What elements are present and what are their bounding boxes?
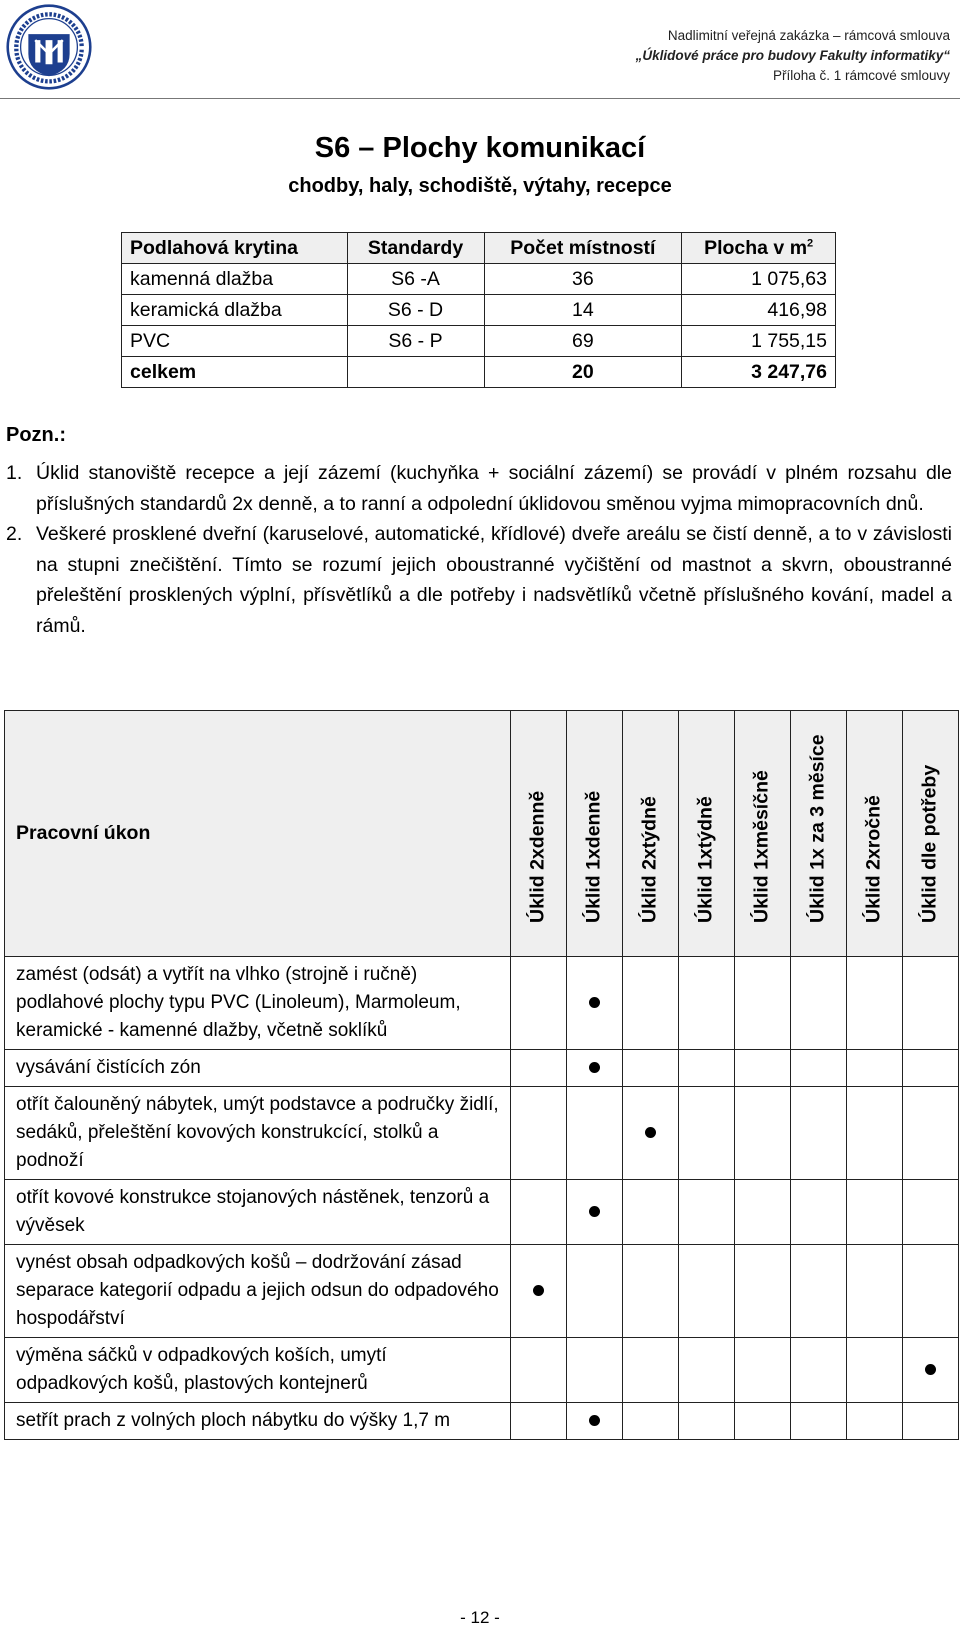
frequency-label: Úklid 2xročně	[862, 795, 885, 923]
task-description: otřít čalouněný nábytek, umýt podstavce a područky židlí, sedáků, přeleštění kovových konstrukcící, stolků a podnoží	[5, 1087, 511, 1180]
bullet-mark	[533, 1285, 544, 1296]
bullet-mark	[645, 1127, 656, 1138]
floor-area-table	[121, 232, 836, 388]
frequency-cell	[510, 957, 566, 1050]
university-seal-logo	[6, 4, 92, 90]
frequency-cell	[510, 1050, 566, 1087]
frequency-cell	[622, 1245, 678, 1338]
frequency-cell	[902, 1338, 958, 1403]
tasks-header-row	[5, 711, 959, 957]
header-divider	[0, 98, 960, 99]
frequency-cell	[622, 957, 678, 1050]
frequency-cell	[846, 1245, 902, 1338]
frequency-cell	[678, 1403, 734, 1440]
frequency-cell	[678, 1338, 734, 1403]
frequency-cell	[678, 1087, 734, 1180]
note-text: Úklid stanoviště recepce a její zázemí (kuchyňka + sociální zázemí) se provádí v plném rozsahu dle příslušných standardů 2x denně, a to ranní a odpolední úklidovou směnou vyjma mimopracovních dnů.	[36, 462, 952, 515]
frequency-label: Úklid 2xtýdně	[638, 796, 661, 923]
area-cell-room-count: 14	[484, 295, 682, 326]
frequency-cell	[846, 1403, 902, 1440]
area-cell-room-count: 69	[484, 326, 682, 357]
frequency-label: Úklid 1x za 3 měsíce	[806, 734, 829, 923]
area-cell-standard: S6 - P	[347, 326, 484, 357]
frequency-label: Úklid 1xdenně	[582, 790, 605, 923]
col-floor-covering: Podlahová krytina	[122, 233, 348, 264]
bullet-mark	[925, 1364, 936, 1375]
frequency-cell	[622, 1338, 678, 1403]
frequency-cell	[566, 1403, 622, 1440]
col-standards: Standardy	[347, 233, 484, 264]
task-row	[5, 1245, 959, 1338]
task-description: otřít kovové konstrukce stojanových nástěnek, tenzorů a vývěsek	[5, 1180, 511, 1245]
note-number: 1.	[6, 462, 23, 484]
frequency-cell	[566, 1245, 622, 1338]
page-subtitle: chodby, haly, schodiště, výtahy, recepce	[288, 175, 672, 197]
task-description: setřít prach z volných ploch nábytku do výšky 1,7 m	[5, 1403, 511, 1440]
frequency-cell	[734, 1087, 790, 1180]
frequency-cell	[566, 1180, 622, 1245]
frequency-cell	[566, 1050, 622, 1087]
notes-label: Pozn.:	[6, 424, 66, 446]
frequency-cell	[902, 1403, 958, 1440]
col-frequency	[622, 711, 678, 957]
area-row	[122, 295, 836, 326]
frequency-cell	[622, 1180, 678, 1245]
frequency-cell	[902, 1050, 958, 1087]
frequency-cell	[566, 1338, 622, 1403]
task-row	[5, 957, 959, 1050]
total-cell-standard	[347, 357, 484, 388]
col-room-count: Počet místností	[484, 233, 682, 264]
task-description: zamést (odsát) a vytřít na vlhko (strojně i ručně) podlahové plochy typu PVC (Linoleum), Marmoleum, keramické - kamenné dlažby, včetně soklíků	[5, 957, 511, 1050]
col-area-label: Plocha v m	[704, 237, 808, 259]
area-cell-floor-covering: keramická dlažba	[122, 295, 348, 326]
area-cell-area: 1 755,15	[682, 326, 836, 357]
area-cell-floor-covering: kamenná dlažba	[122, 264, 348, 295]
col-frequency	[790, 711, 846, 957]
task-row	[5, 1087, 959, 1180]
task-row	[5, 1338, 959, 1403]
frequency-label: Úklid dle potřeby	[918, 764, 941, 923]
col-frequency	[510, 711, 566, 957]
col-area	[682, 233, 836, 264]
col-frequency	[678, 711, 734, 957]
task-description: vysávání čistících zón	[5, 1050, 511, 1087]
area-cell-area: 1 075,63	[682, 264, 836, 295]
col-frequency	[846, 711, 902, 957]
frequency-cell	[734, 1338, 790, 1403]
frequency-cell	[790, 1087, 846, 1180]
notes-list	[6, 458, 952, 641]
col-work-task: Pracovní úkon	[5, 711, 511, 957]
document-header	[636, 26, 950, 86]
total-cell-floor-covering: celkem	[122, 357, 348, 388]
area-cell-standard: S6 -A	[347, 264, 484, 295]
task-row	[5, 1403, 959, 1440]
col-area-sup: 2	[807, 237, 814, 250]
frequency-cell	[790, 1403, 846, 1440]
col-frequency	[566, 711, 622, 957]
area-cell-standard: S6 - D	[347, 295, 484, 326]
frequency-cell	[734, 1403, 790, 1440]
frequency-cell	[622, 1403, 678, 1440]
frequency-cell	[902, 1180, 958, 1245]
bullet-mark	[589, 1206, 600, 1217]
note-item	[6, 519, 952, 641]
frequency-cell	[846, 1180, 902, 1245]
frequency-cell	[902, 1245, 958, 1338]
frequency-cell	[846, 1087, 902, 1180]
header-annex: Příloha č. 1 rámcové smlouvy	[772, 68, 950, 83]
frequency-label: Úklid 1xtýdně	[694, 796, 717, 923]
page-number: - 12 -	[460, 1608, 500, 1627]
frequency-cell	[622, 1050, 678, 1087]
frequency-cell	[902, 1087, 958, 1180]
frequency-label: Úklid 1xměsíčně	[750, 770, 773, 923]
col-frequency	[902, 711, 958, 957]
task-row	[5, 1050, 959, 1087]
area-cell-area: 416,98	[682, 295, 836, 326]
note-text: Veškeré prosklené dveřní (karuselové, automatické, křídlové) dveře areálu se čistí denně, a to v závislosti na stupni znečištění. Tímto se rozumí jejich oboustranné vyčištění od mastnot a skvrn, oboustranné přeleštění prosklených výplní, přísvětlíků a dle potřeby i nadsvětlíků včetně příslušného kování, madel a rámů.	[36, 523, 952, 637]
frequency-cell	[678, 1050, 734, 1087]
frequency-cell	[846, 957, 902, 1050]
frequency-cell	[510, 1087, 566, 1180]
frequency-label: Úklid 2xdenně	[526, 790, 549, 923]
header-contract-name: „Úklidové práce pro budovy Fakulty informatiky“	[635, 48, 950, 63]
col-frequency	[734, 711, 790, 957]
task-description: výměna sáčků v odpadkových koších, umytí odpadkových košů, plastových kontejnerů	[5, 1338, 511, 1403]
total-cell-room-count: 20	[484, 357, 682, 388]
task-row	[5, 1180, 959, 1245]
frequency-cell	[734, 1245, 790, 1338]
frequency-cell	[846, 1338, 902, 1403]
frequency-cell	[790, 1338, 846, 1403]
cleaning-tasks-table	[4, 710, 959, 1440]
frequency-cell	[678, 1245, 734, 1338]
area-total-row	[122, 357, 836, 388]
frequency-cell	[566, 1087, 622, 1180]
frequency-cell	[622, 1087, 678, 1180]
bullet-mark	[589, 1415, 600, 1426]
frequency-cell	[734, 1050, 790, 1087]
frequency-cell	[510, 1180, 566, 1245]
frequency-cell	[902, 957, 958, 1050]
total-cell-area: 3 247,76	[682, 357, 836, 388]
page-title: S6 – Plochy komunikací	[314, 132, 646, 164]
frequency-cell	[678, 957, 734, 1050]
bullet-mark	[589, 1062, 600, 1073]
frequency-cell	[678, 1180, 734, 1245]
task-description: vynést obsah odpadkových košů – dodržování zásad separace kategorií odpadu a jejich odsun do odpadového hospodářství	[5, 1245, 511, 1338]
note-number: 2.	[6, 523, 23, 545]
area-row	[122, 326, 836, 357]
frequency-cell	[790, 1245, 846, 1338]
frequency-cell	[790, 1050, 846, 1087]
frequency-cell	[734, 957, 790, 1050]
frequency-cell	[790, 957, 846, 1050]
frequency-cell	[734, 1180, 790, 1245]
frequency-cell	[510, 1245, 566, 1338]
note-item	[6, 458, 952, 519]
area-row	[122, 264, 836, 295]
area-header-row	[122, 233, 836, 264]
bullet-mark	[589, 997, 600, 1008]
frequency-cell	[790, 1180, 846, 1245]
area-cell-floor-covering: PVC	[122, 326, 348, 357]
frequency-cell	[846, 1050, 902, 1087]
frequency-cell	[510, 1403, 566, 1440]
frequency-cell	[566, 957, 622, 1050]
frequency-cell	[510, 1338, 566, 1403]
header-contract-type: Nadlimitní veřejná zakázka – rámcová smlouva	[667, 28, 950, 43]
area-cell-room-count: 36	[484, 264, 682, 295]
